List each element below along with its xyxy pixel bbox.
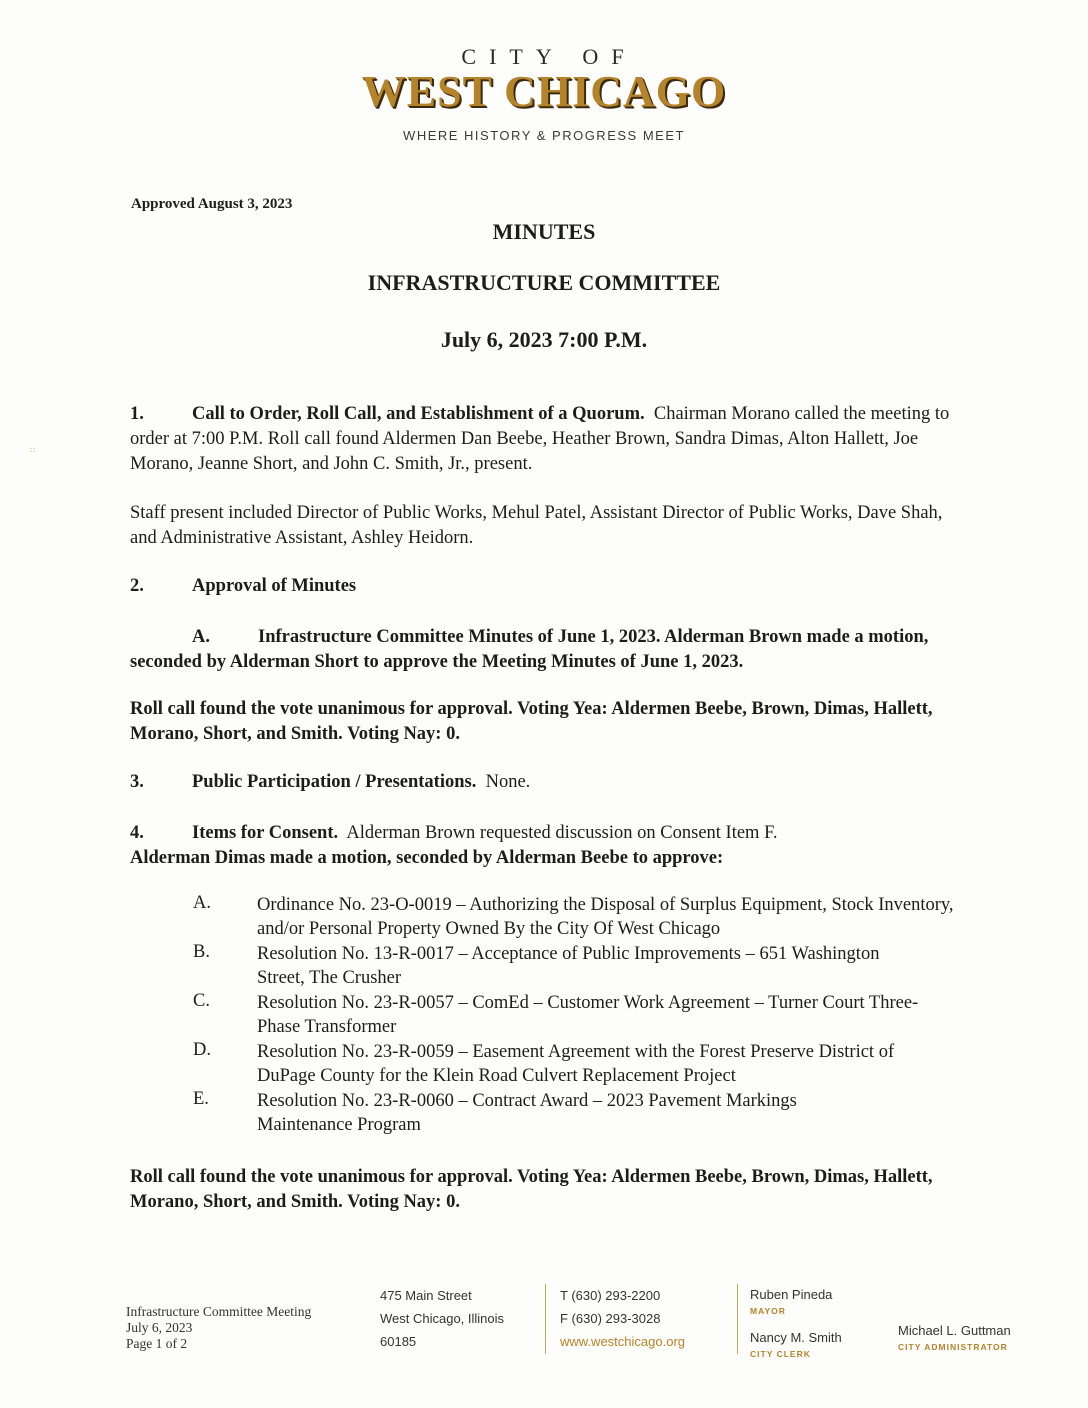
footer-fax: F (630) 293-3028 — [560, 1311, 661, 1326]
section-1-text: Chairman Morano called the meeting to order at 7:00 P.M. Roll call found Aldermen Dan Beebe, Heather Brown, Sandra Dimas, Alton Hallett, Joe Morano, Jeanne Short, and John C. Smith, Jr., present. — [130, 404, 950, 474]
footer-administrator — [898, 1322, 1058, 1356]
section-2-heading: Approval of Minutes — [192, 576, 357, 596]
section-4-number: 4. — [130, 823, 144, 843]
footer-divider — [545, 1284, 546, 1354]
footer-meeting-date: July 6, 2023 — [126, 1320, 193, 1335]
footer-meeting-name: Infrastructure Committee Meeting — [126, 1304, 312, 1319]
section-2 — [130, 574, 960, 599]
section-4-vote: Roll call found the vote unanimous for approval. Voting Yea: Aldermen Beebe, Brown, Dimas, Hallett, Morano, Short, and Smith. Voting Nay: 0. — [130, 1167, 933, 1212]
footer-city-state: West Chicago, Illinois — [380, 1311, 505, 1326]
consent-item-text: Ordinance No. 23-O-0019 – Authorizing the Disposal of Surplus Equipment, Stock Inventory, and/or Personal Property Owned By the City Of West Chicago — [257, 895, 954, 939]
approved-date: Approved August 3, 2023 — [131, 196, 293, 212]
consent-item-letter: A. — [193, 893, 211, 913]
footer-divider — [737, 1284, 738, 1354]
consent-item-text: Resolution No. 13-R-0017 – Acceptance of Public Improvements – 651 Washington Street, The Crusher — [257, 944, 880, 988]
section-2-vote: Roll call found the vote unanimous for approval. Voting Yea: Aldermen Beebe, Brown, Dimas, Hallett, Morano, Short, and Smith. Voting Nay: 0. — [130, 699, 933, 744]
section-1-number: 1. — [130, 404, 144, 424]
section-2-item-a-text: Infrastructure Committee Minutes of June 1, 2023. Alderman Brown made a motion, seconded by Alderman Short to approve the Meeting Minutes of June 1, 2023. — [130, 627, 929, 672]
consent-item-text: Resolution No. 23-R-0057 – ComEd – Customer Work Agreement – Turner Court Three-Phase Transformer — [257, 993, 919, 1037]
footer-clerk-name: Nancy M. Smith — [750, 1330, 842, 1345]
section-1-heading: Call to Order, Roll Call, and Establishment of a Quorum. — [192, 404, 645, 424]
footer-address — [380, 1284, 530, 1353]
section-3-heading: Public Participation / Presentations. — [192, 772, 477, 792]
section-2-number: 2. — [130, 576, 144, 596]
footer-clerk-role: CITY CLERK — [750, 1349, 811, 1359]
doc-title-date: July 6, 2023 7:00 P.M. — [440, 327, 648, 352]
footer-meeting-info — [126, 1304, 346, 1352]
consent-item-letter: C. — [193, 991, 210, 1011]
section-3-text: None. — [485, 772, 531, 792]
letterhead-city-of: CITY OF — [461, 44, 637, 69]
consent-item-letter: E. — [193, 1089, 209, 1109]
footer-street: 475 Main Street — [380, 1288, 472, 1303]
consent-item-letter: B. — [193, 942, 210, 962]
section-4-text: Alderman Brown requested discussion on Consent Item F. — [346, 823, 778, 843]
section-4 — [130, 821, 960, 871]
doc-title-minutes: MINUTES — [492, 219, 596, 244]
section-2-item-a-letter: A. — [192, 627, 210, 647]
letterhead-city-name: WEST CHICAGO — [361, 67, 727, 116]
section-1 — [130, 402, 960, 477]
consent-item-letter: D. — [193, 1040, 211, 1060]
section-4-heading: Items for Consent. — [192, 823, 339, 843]
footer-admin-role: CITY ADMINISTRATOR — [898, 1342, 1008, 1352]
footer-contact — [560, 1284, 720, 1353]
footer-zip: 60185 — [380, 1334, 417, 1349]
margin-mark-icon: ∷ — [30, 446, 36, 455]
consent-item-text: Resolution No. 23-R-0059 – Easement Agreement with the Forest Preserve District of DuPage County for the Klein Road Culvert Replacement Project — [257, 1042, 895, 1086]
section-2-item-a — [130, 625, 960, 675]
footer-admin-name: Michael L. Guttman — [898, 1323, 1011, 1338]
section-1-staff: Staff present included Director of Public Works, Mehul Patel, Assistant Director of Public Works, Dave Shah, and Administrative Assistant, Ashley Heidorn. — [130, 503, 943, 548]
footer-page-number: Page 1 of 2 — [126, 1336, 188, 1351]
section-3 — [130, 770, 960, 795]
footer-website-link[interactable]: www.westchicago.org — [560, 1334, 685, 1349]
consent-item-text: Resolution No. 23-R-0060 – Contract Award – 2023 Pavement Markings Maintenance Program — [257, 1091, 797, 1135]
footer-mayor-name: Ruben Pineda — [750, 1287, 833, 1302]
section-3-number: 3. — [130, 772, 144, 792]
footer-officials — [750, 1286, 890, 1363]
section-4-motion: Alderman Dimas made a motion, seconded by Alderman Beebe to approve: — [130, 848, 724, 868]
footer-mayor-role: MAYOR — [750, 1306, 786, 1316]
doc-title-committee: INFRASTRUCTURE COMMITTEE — [367, 270, 721, 295]
letterhead-tagline: WHERE HISTORY & PROGRESS MEET — [403, 128, 685, 143]
footer-phone: T (630) 293-2200 — [560, 1288, 661, 1303]
